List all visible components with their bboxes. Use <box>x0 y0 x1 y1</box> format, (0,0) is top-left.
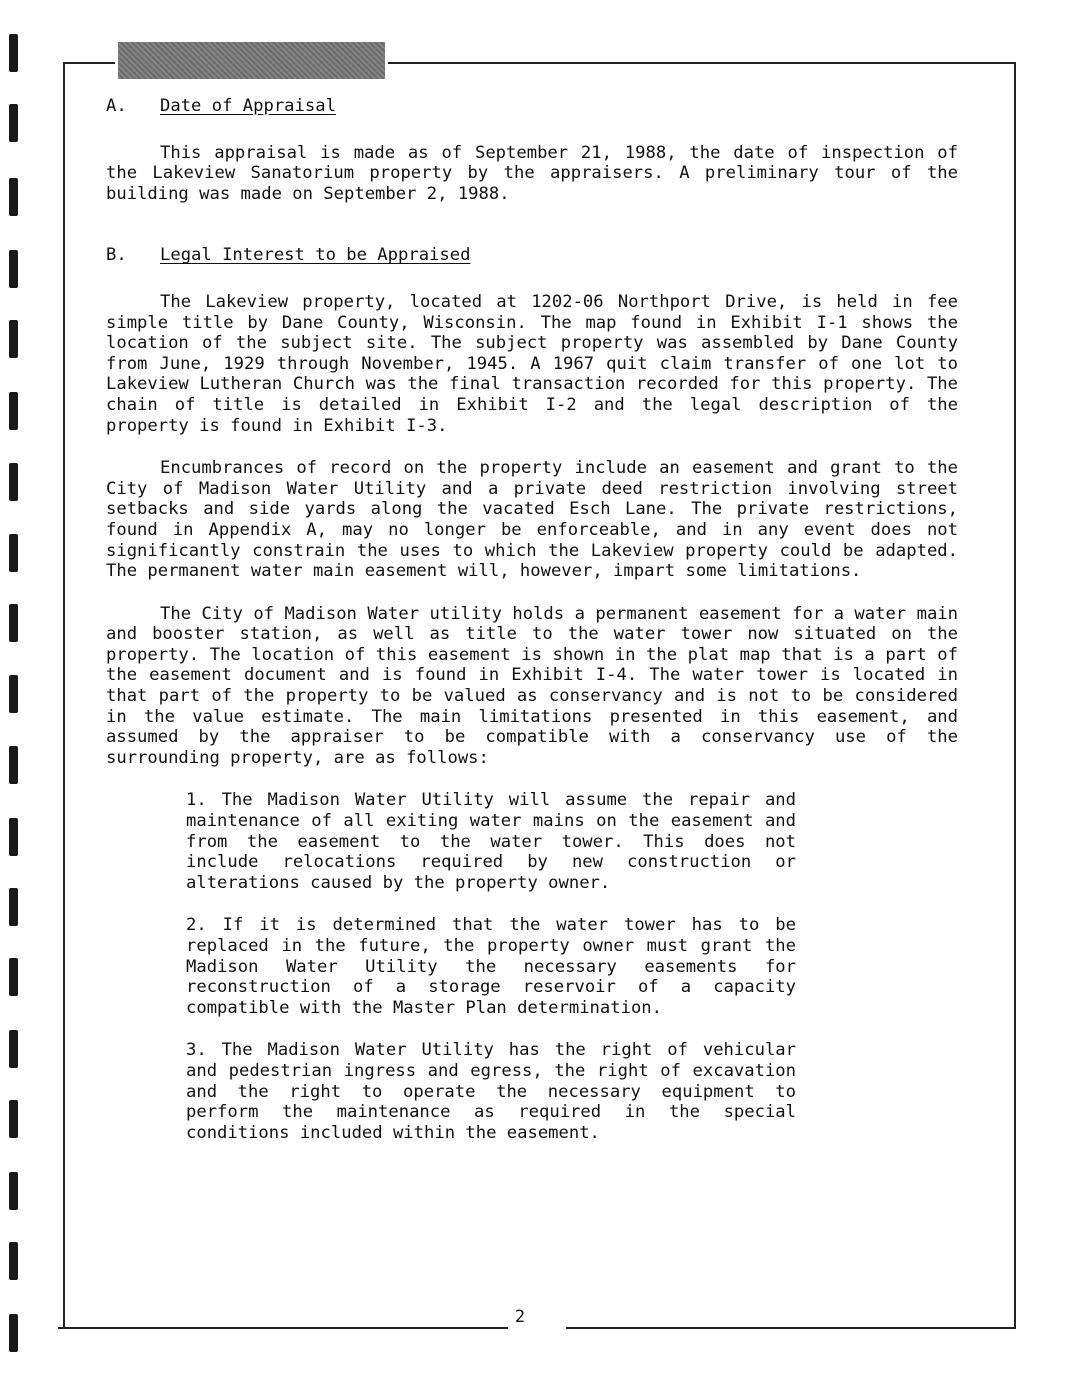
limitations-list <box>106 790 796 1143</box>
binding-hole <box>9 1242 18 1280</box>
binding-hole <box>9 604 18 642</box>
section-heading-a <box>106 96 958 117</box>
frame-bottom-border <box>58 1327 508 1329</box>
paragraph: The Lakeview property, located at 1202-06 Northport Drive, is held in fee simple title by Dane County, Wisconsin. The map found in Exhibit I-1 shows the location of the subject site. The subject property was assembled by Dane County from June, 1929 through November, 1945. A 1967 quit claim transfer of one lot to Lakeview Lutheran Church was the final transaction recorded for this property. The chain of title is detailed in Exhibit I-2 and the legal description of the property is found in Exhibit I-3. <box>106 291 958 436</box>
binding-hole <box>9 392 18 430</box>
page-number: 2 <box>514 1307 526 1327</box>
binding-hole <box>9 1314 18 1352</box>
frame-left-border <box>63 62 65 1328</box>
document-body <box>106 96 958 1143</box>
list-item: 3. The Madison Water Utility has the right of vehicular and pedestrian ingress and egress, the right of excavation and the right to operate the necessary equipment to perform the maintenance as required in the special conditions included within the easement. <box>186 1040 796 1143</box>
list-item: 2. If it is determined that the water tower has to be replaced in the future, the property owner must grant the Madison Water Utility the necessary easements for reconstruction of a storage reservoir of a capacity compatible with the Master Plan determination. <box>186 915 796 1018</box>
paragraph: This appraisal is made as of September 21, 1988, the date of inspection of the Lakeview Sanatorium property by the appraisers. A preliminary tour of the building was made on September 2, 1988. <box>106 142 958 204</box>
binding-hole <box>9 1100 18 1138</box>
frame-bottom-border <box>566 1327 1016 1329</box>
frame-top-border <box>388 62 1016 64</box>
company-logo <box>118 42 385 79</box>
binding-hole <box>9 818 18 856</box>
binding-hole <box>9 34 18 72</box>
binding-hole <box>9 104 18 142</box>
binding-hole <box>9 320 18 358</box>
paragraph: The City of Madison Water utility holds a permanent easement for a water main and booster station, as well as title to the water tower now situated on the property. The location of this easement is shown in the plat map that is a part of the easement document and is found in Exhibit I-4. The water tower is located in that part of the property to be valued as conservancy and is not to be considered in the value estimate. The main limitations presented in this easement, and assumed by the appraiser to be compatible with a conservancy use of the surrounding property, are as follows: <box>106 603 958 768</box>
section-letter: A. <box>106 96 127 116</box>
binding-hole <box>9 1030 18 1068</box>
section-heading-b <box>106 245 958 266</box>
binding-hole <box>9 250 18 288</box>
list-item: 1. The Madison Water Utility will assume the repair and maintenance of all exiting water mains on the easement and from the easement to the water tower. This does not include relocations required by new construction or alterations caused by the property owner. <box>186 790 796 893</box>
binding-hole <box>9 178 18 216</box>
binding-hole <box>9 675 18 713</box>
binding-hole <box>9 1172 18 1210</box>
section-letter: B. <box>106 245 127 266</box>
binding-hole <box>9 746 18 784</box>
binding-hole <box>9 888 18 926</box>
section-title: Date of Appraisal <box>160 96 336 116</box>
binding-hole <box>9 463 18 501</box>
frame-top-border <box>63 62 115 64</box>
frame-right-border <box>1014 62 1016 1328</box>
section-title: Legal Interest to be Appraised <box>160 245 471 266</box>
binding-hole <box>9 958 18 996</box>
paragraph: Encumbrances of record on the property include an easement and grant to the City of Madison Water Utility and a private deed restriction involving street setbacks and side yards along the vacated Esch Lane. The private restrictions, found in Appendix A, may no longer be enforceable, and in any event does not significantly constrain the uses to which the Lakeview property could be adapted. The permanent water main easement will, however, impart some limitations. <box>106 458 958 582</box>
binding-hole <box>9 534 18 572</box>
